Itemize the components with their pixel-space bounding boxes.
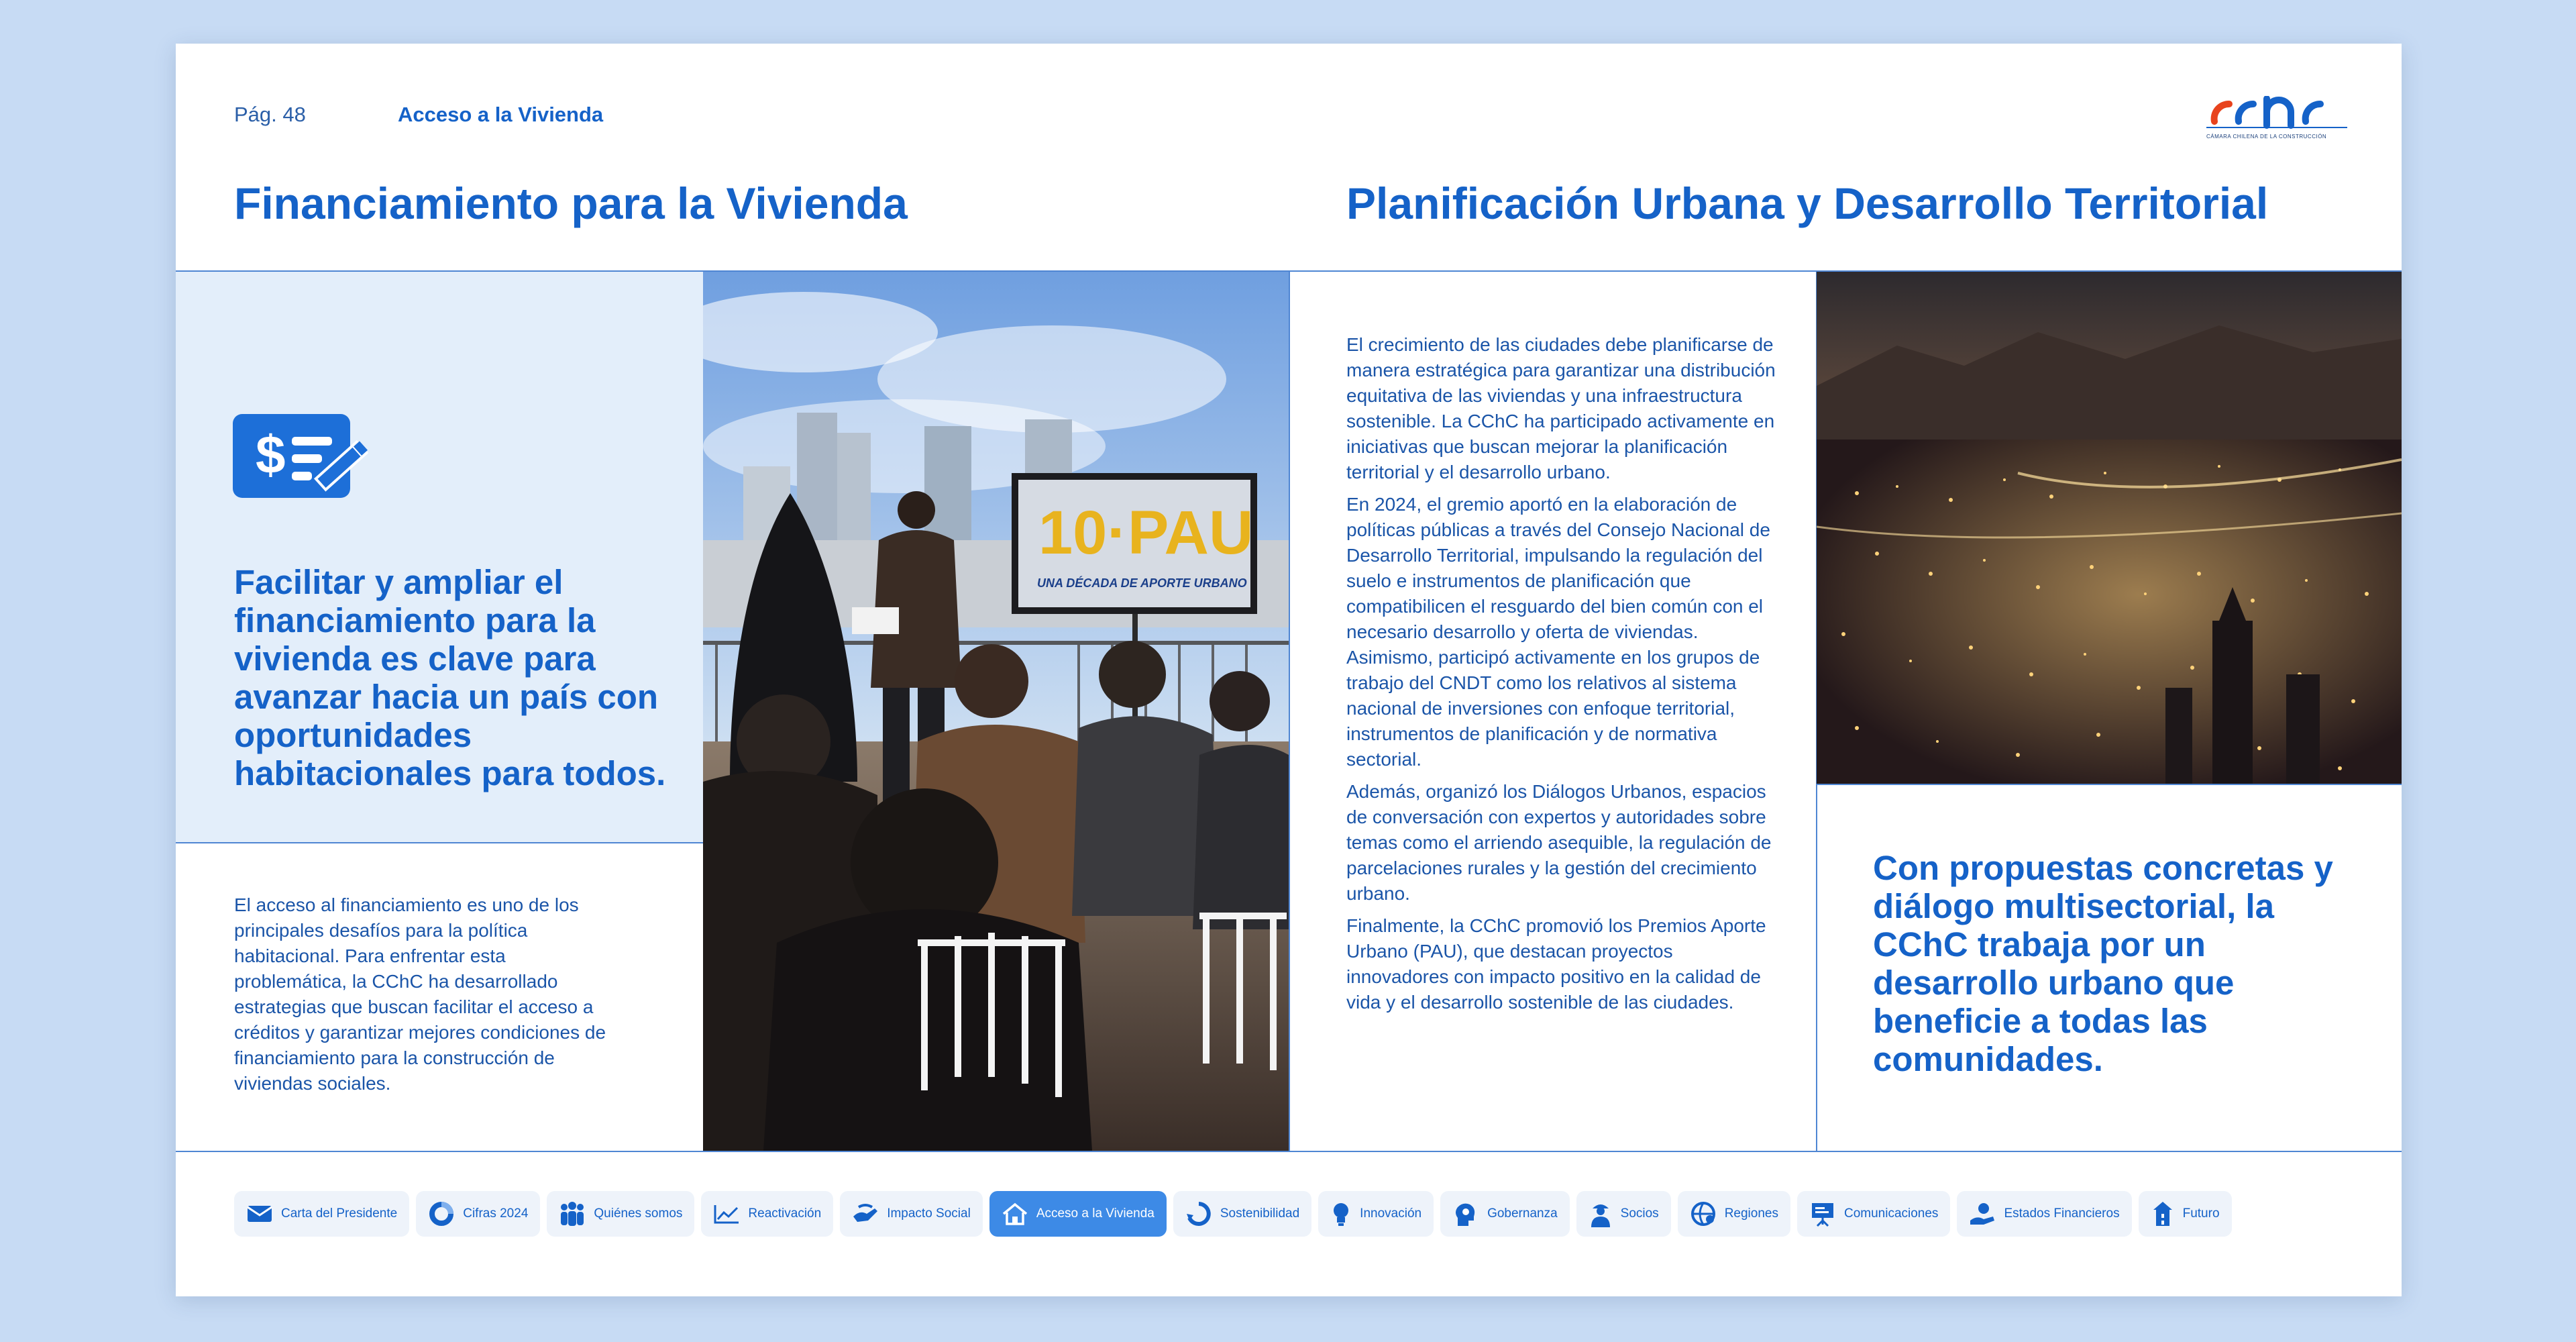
nav-label: Impacto Social [887,1206,971,1221]
right-section-title: Planificación Urbana y Desarrollo Territorial [1346,178,2269,228]
nav-gobernanza[interactable] [1440,1191,1570,1237]
nav-innovacion[interactable] [1318,1191,1434,1237]
grid-divider [176,1151,2402,1152]
nav-cifras-2024[interactable] [416,1191,540,1237]
right-paragraph: Finalmente, la CChC promovió los Premios Aporte Urbano (PAU), que destacan proyectos innovadores con impacto positivo en la calidad de vida y el desarrollo sostenible de las ciudades. [1346,915,1766,1013]
logo-subtitle: CÁMARA CHILENA DE LA CONSTRUCCIÓN [2206,134,2327,140]
envelope-icon [246,1203,273,1225]
lightbulb-icon [1330,1200,1352,1227]
nav-quienes-somos[interactable] [547,1191,694,1237]
nav-label: Socios [1620,1206,1659,1221]
nav-label: Cifras 2024 [463,1206,529,1221]
svg-text:$: $ [256,425,286,484]
nav-label: Sostenibilidad [1220,1206,1300,1221]
nav-carta-del-presidente[interactable] [234,1191,409,1237]
nav-impacto-social[interactable] [840,1191,983,1237]
right-paragraph: Además, organizó los Diálogos Urbanos, espacios de conversación con expertos y autoridades sobre temas como el arriendo asequible, la regulación de parcelaciones rurales y la gestión del crecimiento urbano. [1346,781,1772,904]
nav-label: Carta del Presidente [281,1206,398,1221]
recycle-icon [1185,1200,1212,1227]
screen-title: 10·PAU [1038,499,1254,567]
nav-reactivacion[interactable] [701,1191,833,1237]
hands-icon [852,1202,879,1226]
left-body-text: El acceso al financiamiento es uno de los principales desafíos para la política habitacional. Para enfrentar esta problemática, la CChC ha desarrollado estrategias que buscan facilitar el acceso a créditos y garantizar mejores condiciones de financiamiento para la construcción de viviendas sociales. [234,894,606,1094]
report-page [176,44,2402,1296]
gear-head-icon [1452,1200,1479,1227]
nav-label: Regiones [1724,1206,1778,1221]
grid-divider [1817,784,2402,785]
nav-label: Innovación [1360,1206,1422,1221]
nav-label: Acceso a la Vivienda [1036,1206,1155,1221]
right-quote: Con propuestas concretas y diálogo multisectorial, la CChC trabaja por un desarrollo urbano que beneficie a todas las comunidades. [1873,849,2333,1078]
city-night-photo [1817,272,2402,784]
nav-label: Reactivación [748,1206,822,1221]
left-quote: Facilitar y ampliar el financiamiento para la vivienda es clave para avanzar hacia un país con oportunidades habitacionales para todos. [234,563,666,792]
screen-subtitle: UNA DÉCADA DE APORTE URBANO [1037,576,1247,590]
left-section-title: Financiamiento para la Vivienda [234,178,908,228]
line-chart-icon [713,1203,740,1225]
house-icon [1002,1202,1028,1226]
right-body-text [1346,332,1776,1022]
nav-regiones[interactable] [1678,1191,1790,1237]
grid-divider [1289,270,1290,1151]
section-name: Acceso a la Vivienda [398,103,604,126]
nav-label: Estados Financieros [2004,1206,2120,1221]
road-icon [2151,1200,2175,1227]
right-paragraph: En 2024, el gremio aportó en la elaboración de políticas públicas a través del Consejo Nacional de Desarrollo Territorial, impulsando la regulación del suelo e instrumentos de planificación que compatibilicen el resguardo del bien común con el necesario desarrollo y oferta de viviendas. Asimismo, participó activamente en los grupos de trabajo del CNDT como los relativos al sistema nacional de inversiones con enfoque territorial, instrumentos de planificación y de normativa sectorial. [1346,494,1770,770]
hand-coin-icon [1969,1200,1996,1227]
nav-label: Quiénes somos [594,1206,683,1221]
right-paragraph: El crecimiento de las ciudades debe planificarse de manera estratégica para garantizar una distribución equitativa de las viviendas y una infraestructura sostenible. La CChC ha participado activamente en iniciativas que buscan mejorar la planificación territorial y el desarrollo urbano. [1346,334,1776,482]
chapter-navigation [234,1191,2232,1237]
nav-futuro[interactable] [2139,1191,2232,1237]
page-number: Pág. 48 [234,103,306,126]
nav-socios[interactable] [1576,1191,1671,1237]
cchc-logo-mark [2206,96,2347,131]
event-photo [703,272,1289,1151]
nav-label: Futuro [2182,1206,2220,1221]
presentation-icon [1809,1200,1836,1227]
check-money-icon [233,414,370,501]
cchc-logo [2206,96,2347,143]
grid-divider [176,842,703,843]
circle-chart-icon [428,1200,455,1227]
people-icon [559,1202,586,1226]
nav-label: Gobernanza [1487,1206,1558,1221]
nav-comunicaciones[interactable] [1797,1191,1950,1237]
nav-sostenibilidad[interactable] [1173,1191,1311,1237]
nav-acceso-a-la-vivienda[interactable] [989,1191,1167,1237]
globe-icon [1690,1200,1717,1227]
nav-label: Comunicaciones [1843,1206,1939,1221]
worker-icon [1589,1200,1613,1227]
nav-estados-financieros[interactable] [1957,1191,2131,1237]
